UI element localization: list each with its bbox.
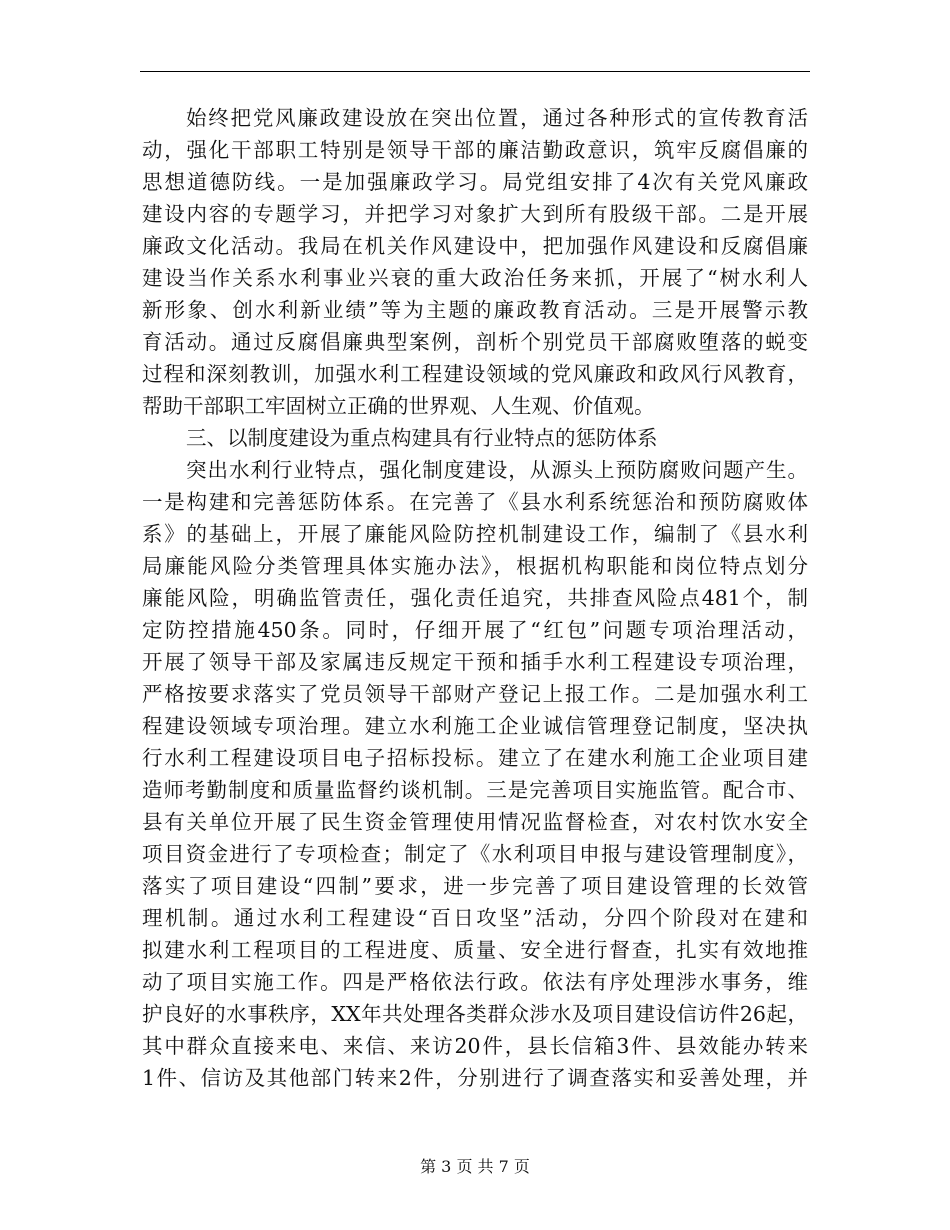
text-line: 行水利工程建设项目电子招标投标。建立了在建水利施工企业项目建 [142, 746, 808, 770]
text-line: 1件、信访及其他部门转来2件，分别进行了调查落实和妥善处理，并 [142, 1066, 808, 1090]
text-line: 一是构建和完善惩防体系。在完善了《县水利系统惩治和预防腐败体 [142, 490, 808, 514]
body-text [142, 102, 808, 1094]
text-line: 项目资金进行了专项检查；制定了《水利项目申报与建设管理制度》， [142, 842, 808, 866]
text-line: 理机制。通过水利工程建设“百日攻坚”活动，分四个阶段对在建和 [142, 906, 808, 930]
text-line: 新形象、创水利新业绩”等为主题的廉政教育活动。三是开展警示教 [142, 298, 808, 322]
text-line: 廉能风险，明确监管责任，强化责任追究，共排查风险点481个，制 [142, 586, 808, 610]
text-line: 育活动。通过反腐倡廉典型案例，剖析个别党员干部腐败堕落的蜕变 [142, 330, 808, 354]
text-line: 系》的基础上，开展了廉能风险防控机制建设工作，编制了《县水利 [142, 522, 808, 546]
text-line: 帮助干部职工牢固树立正确的世界观、人生观、价值观。 [142, 394, 655, 418]
page-footer: 第 3 页 共 7 页 [420, 1157, 530, 1176]
text-line: 建设内容的专题学习，并把学习对象扩大到所有股级干部。二是开展 [142, 202, 808, 226]
text-line: 定防控措施450条。同时，仔细开展了“红包”问题专项治理活动， [142, 618, 808, 642]
text-line: 护良好的水事秩序，XX年共处理各类群众涉水及项目建设信访件26起， [142, 1002, 808, 1026]
text-line: 动了项目实施工作。四是严格依法行政。依法有序处理涉水事务，维 [142, 970, 808, 994]
text-line: 始终把党风廉政建设放在突出位置，通过各种形式的宣传教育活 [186, 106, 808, 130]
text-line: 县有关单位开展了民生资金管理使用情况监督检查，对农村饮水安全 [142, 810, 808, 834]
text-line: 动，强化干部职工特别是领导干部的廉洁勤政意识，筑牢反腐倡廉的 [142, 138, 808, 162]
text-line: 建设当作关系水利事业兴衰的重大政治任务来抓，开展了“树水利人 [142, 266, 808, 290]
text-line: 其中群众直接来电、来信、来访20件，县长信箱3件、县效能办转来 [142, 1034, 808, 1058]
text-line: 落实了项目建设“四制”要求，进一步完善了项目建设管理的长效管 [142, 874, 808, 898]
header-rule [140, 71, 810, 72]
text-line: 造师考勤制度和质量监督约谈机制。三是完善项目实施监管。配合市、 [142, 778, 808, 802]
text-line: 程建设领域专项治理。建立水利施工企业诚信管理登记制度，坚决执 [142, 714, 808, 738]
text-line: 三、以制度建设为重点构建具有行业特点的惩防体系 [186, 426, 658, 450]
text-line: 开展了领导干部及家属违反规定干预和插手水利工程建设专项治理， [142, 650, 808, 674]
text-line: 突出水利行业特点，强化制度建设，从源头上预防腐败问题产生。 [186, 458, 808, 482]
text-line: 严格按要求落实了党员领导干部财产登记上报工作。二是加强水利工 [142, 682, 808, 706]
text-line: 过程和深刻教训，加强水利工程建设领域的党风廉政和政风行风教育， [142, 362, 808, 386]
text-line: 廉政文化活动。我局在机关作风建设中，把加强作风建设和反腐倡廉 [142, 234, 808, 258]
text-line: 局廉能风险分类管理具体实施办法》，根据机构职能和岗位特点划分 [142, 554, 808, 578]
text-line: 拟建水利工程项目的工程进度、质量、安全进行督查，扎实有效地推 [142, 938, 808, 962]
text-line: 思想道德防线。一是加强廉政学习。局党组安排了4次有关党风廉政 [142, 170, 808, 194]
